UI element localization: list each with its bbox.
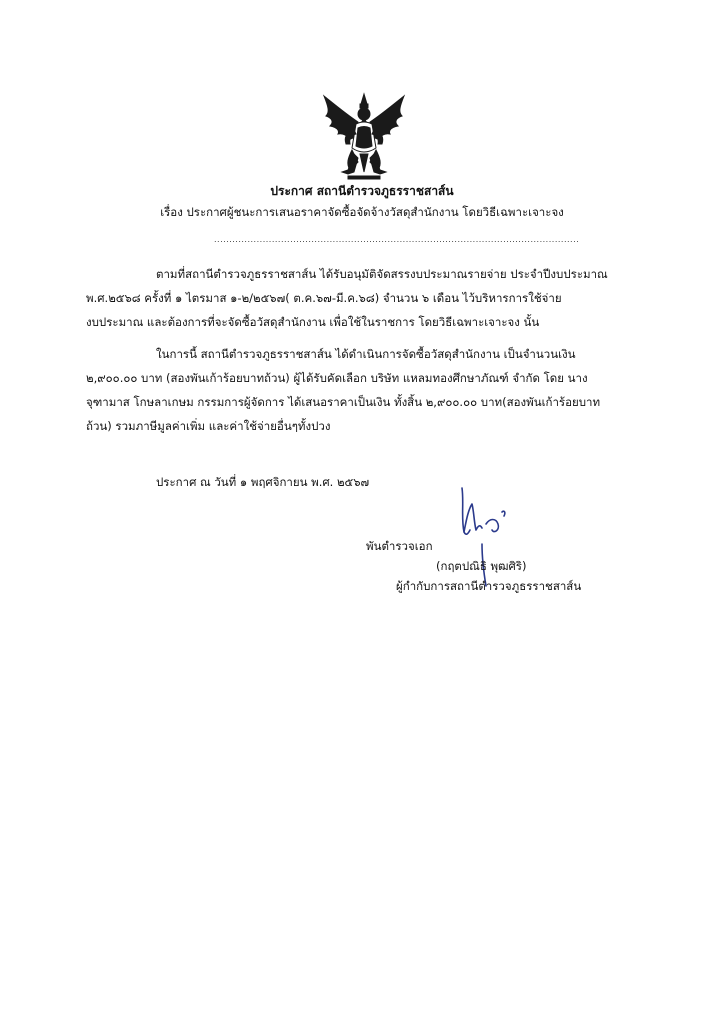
garuda-emblem-icon [318, 92, 410, 184]
separator-line: ........................................................................................................................ [214, 235, 580, 244]
document-subject: เรื่อง ประกาศผู้ชนะการเสนอราคาจัดซื้อจัดจ้างวัสดุสำนักงาน โดยวิธีเฉพาะเจาะจง [160, 205, 564, 219]
paragraph-2-line-2: ๒,๙๐๐.๐๐ บาท (สองพันเก้าร้อยบาทถ้วน) ผู้ได้รับคัดเลือก บริษัท แหลมทองศึกษาภัณฑ์ จำกัด โดย นาง [86, 371, 588, 385]
paragraph-2-line-1: ในการนี้ สถานีตำรวจภูธรราชสาส์น ได้ดำเนินการจัดซื้อวัสดุสำนักงาน เป็นจำนวนเงิน [156, 347, 576, 361]
paragraph-1-line-3: งบประมาณ และต้องการที่จะจัดซื้อวัสดุสำนักงาน เพื่อใช้ในราชการ โดยวิธีเฉพาะเจาะจง นั้น [86, 315, 540, 329]
signer-rank: พันตำรวจเอก [366, 539, 433, 553]
signer-name: (กฤตปณิธิ พุฒศิริ) [436, 559, 527, 573]
paragraph-1-line-1: ตามที่สถานีตำรวจภูธรราชสาส์น ได้รับอนุมัติจัดสรรงบประมาณรายจ่าย ประจำปีงบประมาณ [156, 267, 608, 281]
document-title: ประกาศ สถานีตำรวจภูธรราชสาส์น [270, 184, 454, 198]
announcement-date: ประกาศ ณ วันที่ ๑ พฤศจิกายน พ.ศ. ๒๕๖๗ [156, 475, 370, 489]
handwritten-signature [452, 482, 532, 592]
paragraph-2-line-3: จุฑามาส โกษลาเกษม กรรมการผู้จัดการ ได้เสนอราคาเป็นเงิน ทั้งสิ้น ๒,๙๐๐.๐๐ บาท(สองพันเก้าร้อยบาท [86, 395, 601, 409]
paragraph-2-line-4: ถ้วน) รวมภาษีมูลค่าเพิ่ม และค่าใช้จ่ายอื่นๆทั้งปวง [86, 419, 331, 433]
paragraph-1-line-2: พ.ศ.๒๕๖๘ ครั้งที่ ๑ ไตรมาส ๑-๒/๒๕๖๗( ต.ค.๖๗-มี.ค.๖๘) จำนวน ๖ เดือน ไว้บริหารการใช้จ่าย [86, 291, 562, 305]
signer-position: ผู้กำกับการสถานีตำรวจภูธรราชสาส์น [396, 579, 582, 593]
